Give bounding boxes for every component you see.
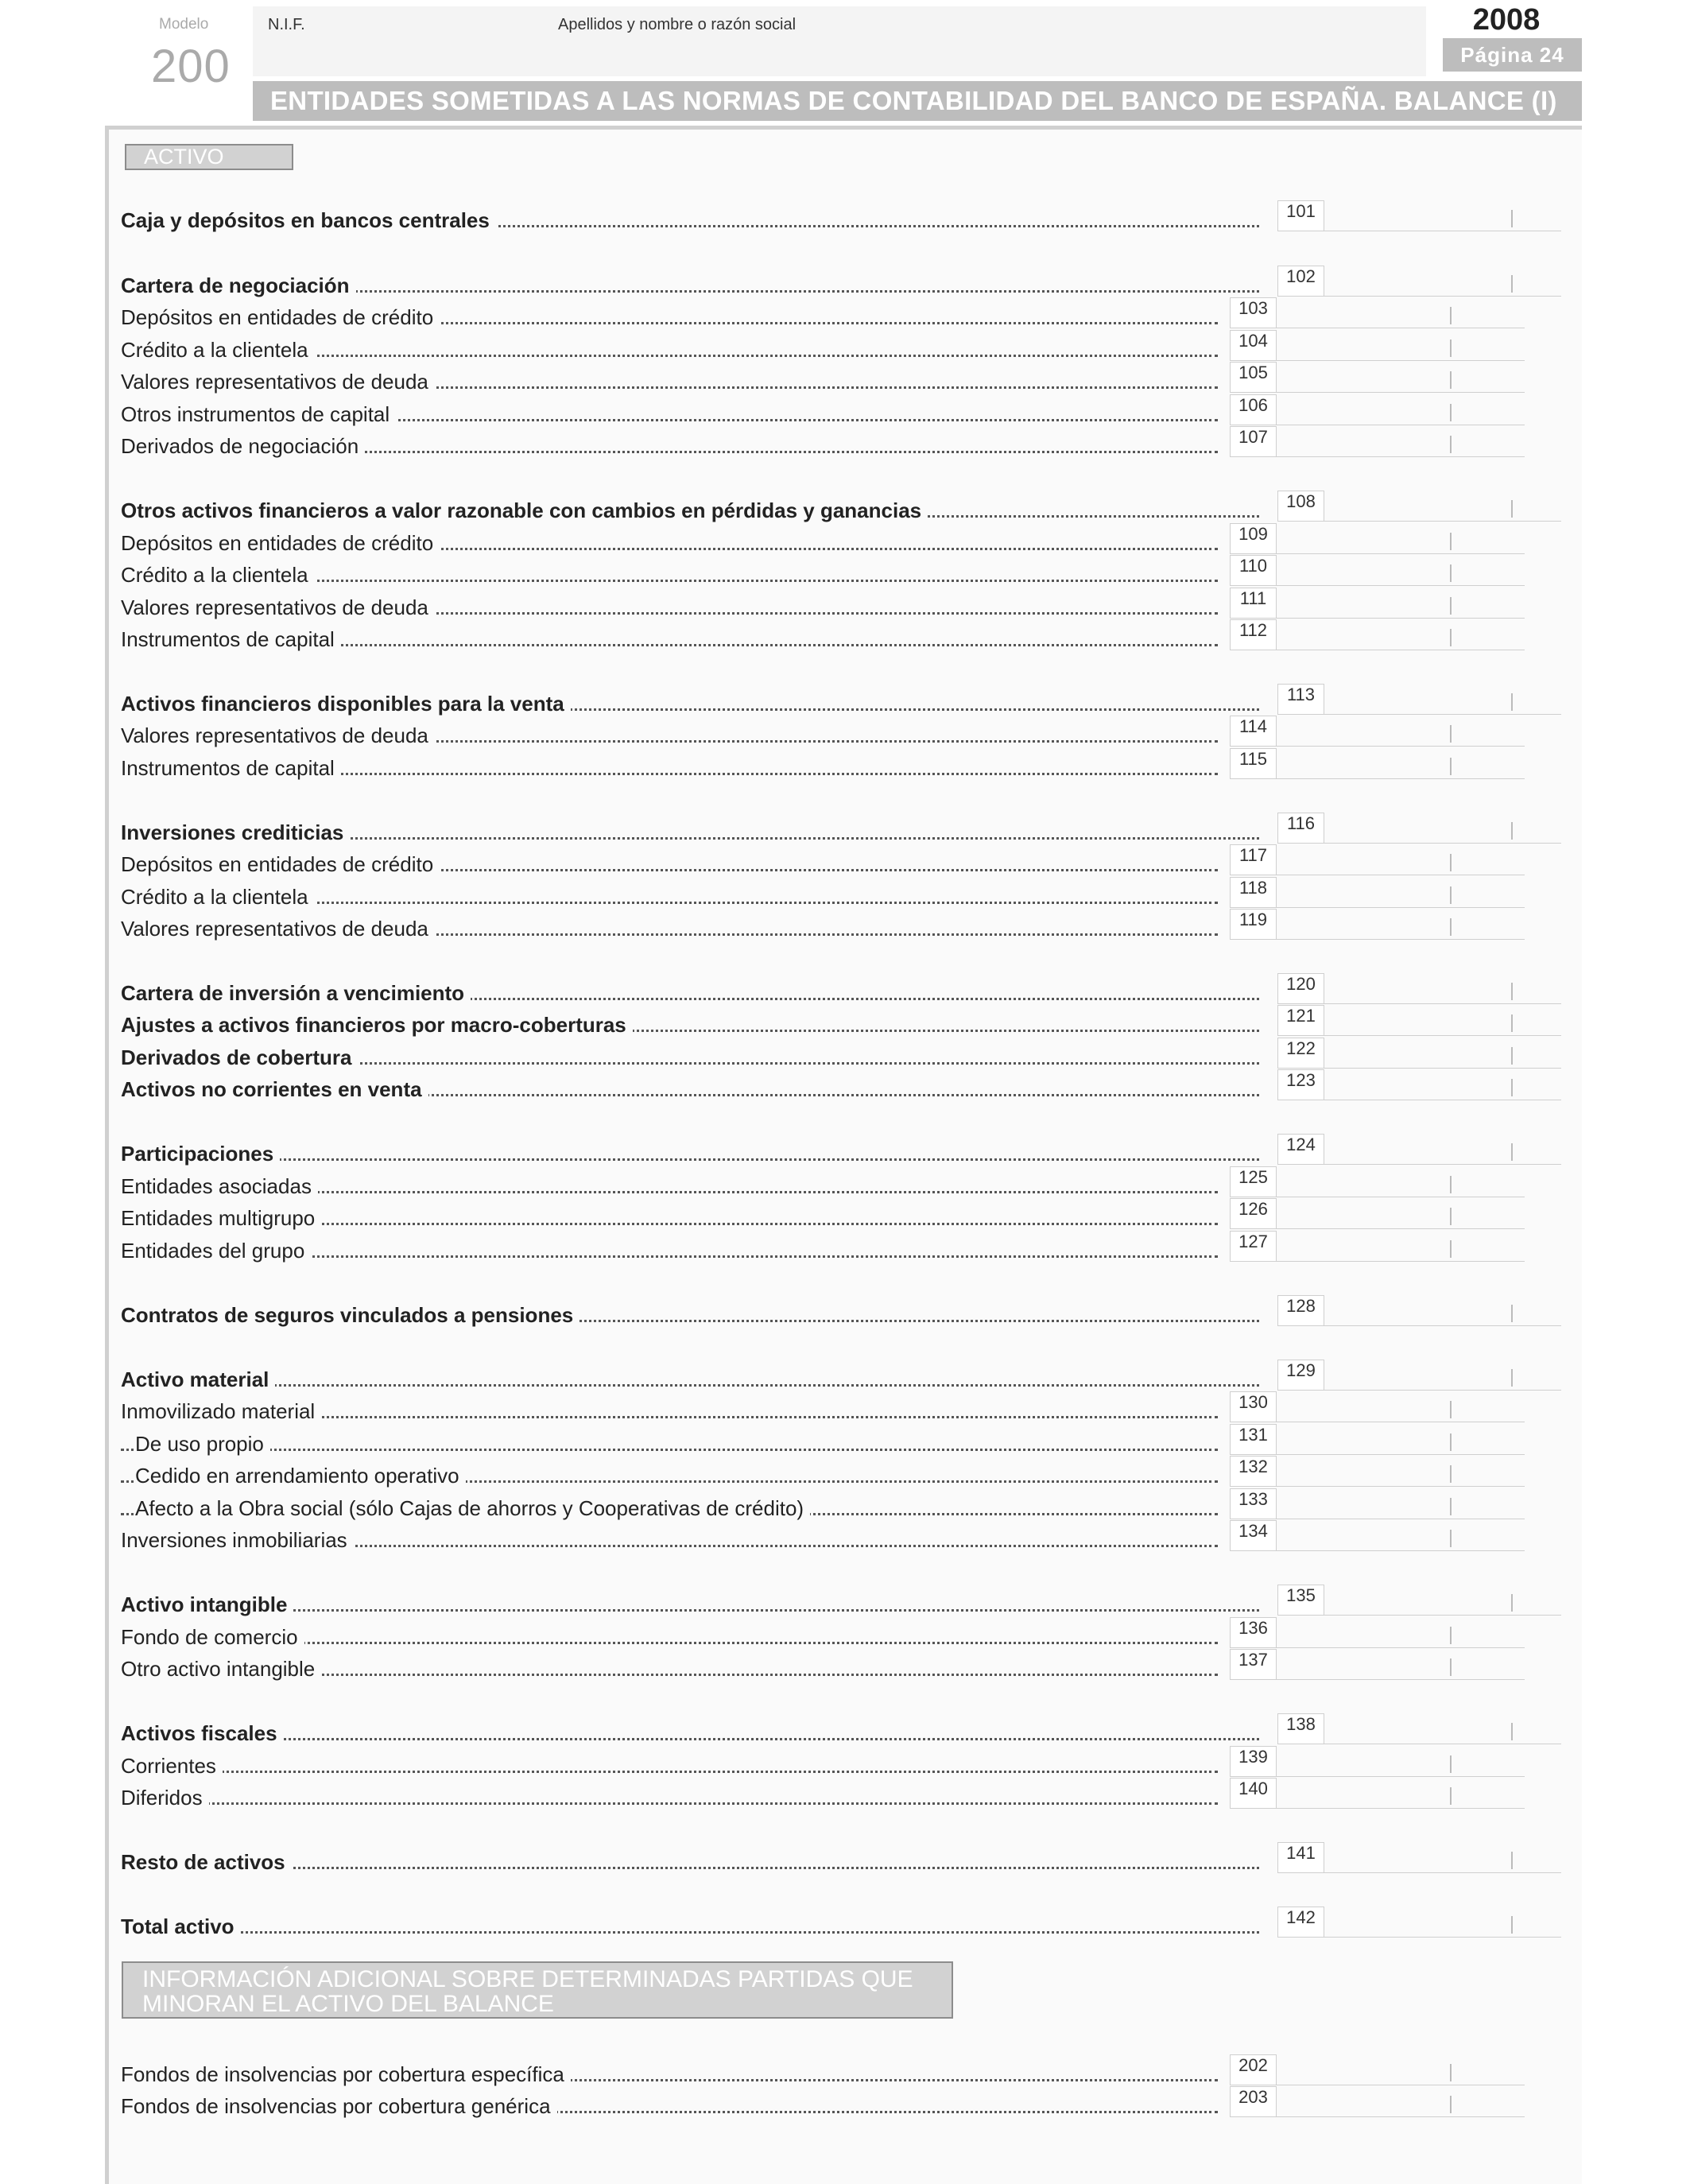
row-label: Depósitos en entidades de crédito [121, 852, 440, 876]
row-label: Resto de activos [121, 1850, 292, 1874]
amount-field-129[interactable] [1324, 1360, 1561, 1391]
row-label: Instrumentos de capital [121, 627, 341, 651]
amount-field-117[interactable] [1277, 844, 1525, 875]
decimal-separator-mark [1450, 758, 1452, 775]
modelo-number: 200 [151, 41, 231, 92]
box-code: 125 [1230, 1166, 1277, 1197]
amount-field-134[interactable] [1277, 1520, 1525, 1551]
decimal-separator-mark [1450, 854, 1452, 871]
nif-label: N.I.F. [268, 16, 305, 33]
amount-field-130[interactable] [1277, 1391, 1525, 1422]
row-label: Valores representativos de deuda [121, 595, 435, 619]
box-code: 131 [1230, 1424, 1277, 1455]
box-code: 113 [1277, 684, 1324, 715]
decimal-separator-mark [1450, 1401, 1452, 1418]
amount-field-121[interactable] [1324, 1005, 1561, 1036]
dot-leader [121, 1738, 1259, 1740]
box-code: 133 [1230, 1488, 1277, 1519]
amount-field-119[interactable] [1277, 909, 1525, 940]
box-code: 112 [1230, 619, 1277, 650]
amount-field-109[interactable] [1277, 523, 1525, 554]
decimal-separator-mark [1450, 918, 1452, 936]
dot-leader [121, 1931, 1259, 1934]
box-code: 126 [1230, 1198, 1277, 1229]
decimal-separator-mark [1450, 1658, 1452, 1676]
decimal-separator-mark [1511, 822, 1513, 840]
decimal-separator-mark [1450, 371, 1452, 389]
row-label: Total activo [121, 1914, 241, 1938]
amount-field-122[interactable] [1324, 1038, 1561, 1069]
decimal-separator-mark [1511, 1143, 1513, 1161]
row-label: Fondos de insolvencias por cobertura genérica [121, 2094, 557, 2118]
row-label: Cartera de negociación [121, 273, 356, 297]
box-code: 116 [1277, 813, 1324, 844]
row-label: Derivados de cobertura [121, 1045, 358, 1069]
amount-field-115[interactable] [1277, 748, 1525, 779]
box-code: 137 [1230, 1649, 1277, 1680]
row-label: Crédito a la clientela [121, 885, 315, 909]
row-label: Cartera de inversión a vencimiento [121, 981, 471, 1005]
amount-field-123[interactable] [1324, 1069, 1561, 1100]
decimal-separator-mark [1511, 983, 1513, 1000]
info-section-header: INFORMACIÓN ADICIONAL SOBRE DETERMINADAS PARTIDAS QUE MINORAN EL ACTIVO DEL BALANCE [122, 1961, 953, 2019]
amount-field-140[interactable] [1277, 1778, 1525, 1809]
box-code: 117 [1230, 844, 1277, 875]
row-label: Activos fiscales [121, 1721, 284, 1745]
box-code: 138 [1277, 1713, 1324, 1744]
row-label: Inmovilizado material [121, 1399, 321, 1423]
box-code: 127 [1230, 1231, 1277, 1262]
amount-field-127[interactable] [1277, 1231, 1525, 1262]
decimal-separator-mark [1450, 1627, 1452, 1644]
row-label: Contratos de seguros vinculados a pensiones [121, 1303, 579, 1327]
box-code: 111 [1230, 588, 1277, 619]
box-code: 142 [1277, 1907, 1324, 1938]
amount-field-113[interactable] [1324, 684, 1561, 715]
amount-field-203[interactable] [1277, 2086, 1525, 2117]
decimal-separator-mark [1450, 564, 1452, 582]
decimal-separator-mark [1511, 1594, 1513, 1612]
decimal-separator-mark [1450, 1433, 1452, 1451]
row-label: Ajustes a activos financieros por macro-coberturas [121, 1013, 633, 1037]
amount-field-102[interactable] [1324, 266, 1561, 297]
box-code: 122 [1277, 1038, 1324, 1069]
row-label: Cedido en arrendamiento operativo [135, 1464, 466, 1488]
amount-field-135[interactable] [1324, 1585, 1561, 1616]
decimal-separator-mark [1450, 404, 1452, 421]
decimal-separator-mark [1450, 1530, 1452, 1547]
box-code: 140 [1230, 1778, 1277, 1809]
row-label: Fondo de comercio [121, 1625, 304, 1649]
decimal-separator-mark [1450, 725, 1452, 743]
amount-field-141[interactable] [1324, 1842, 1561, 1873]
decimal-separator-mark [1450, 629, 1452, 646]
amount-field-107[interactable] [1277, 426, 1525, 457]
amount-field-202[interactable] [1277, 2054, 1525, 2085]
amount-field-110[interactable] [1277, 555, 1525, 586]
decimal-separator-mark [1450, 1498, 1452, 1515]
row-label: Inversiones inmobiliarias [121, 1528, 354, 1552]
box-code: 130 [1230, 1391, 1277, 1422]
decimal-separator-mark [1450, 1176, 1452, 1193]
decimal-separator-mark [1511, 500, 1513, 518]
amount-field-137[interactable] [1277, 1649, 1525, 1680]
box-code: 118 [1230, 877, 1277, 908]
dot-leader [121, 1802, 1218, 1805]
dot-leader [121, 1384, 1259, 1387]
amount-field-128[interactable] [1324, 1295, 1561, 1326]
header-field-area [253, 6, 1426, 76]
box-code: 139 [1230, 1746, 1277, 1777]
row-label: Entidades asociadas [121, 1174, 318, 1198]
amount-field-125[interactable] [1277, 1166, 1525, 1197]
row-label: Corrientes [121, 1754, 223, 1778]
decimal-separator-mark [1511, 1916, 1513, 1934]
amount-field-118[interactable] [1277, 877, 1525, 908]
box-code: 120 [1277, 973, 1324, 1004]
amount-field-138[interactable] [1324, 1713, 1561, 1744]
amount-field-104[interactable] [1277, 330, 1525, 361]
amount-field-120[interactable] [1324, 973, 1561, 1004]
decimal-separator-mark [1511, 210, 1513, 227]
amount-field-124[interactable] [1324, 1134, 1561, 1165]
decimal-separator-mark [1511, 275, 1513, 293]
decimal-separator-mark [1450, 597, 1452, 615]
decimal-separator-mark [1511, 1014, 1513, 1032]
year-label: 2008 [1472, 3, 1541, 37]
row-label: Entidades multigrupo [121, 1206, 321, 1230]
box-code: 135 [1277, 1585, 1324, 1616]
decimal-separator-mark [1511, 1852, 1513, 1869]
row-label: Otros instrumentos de capital [121, 402, 396, 426]
decimal-separator-mark [1450, 1208, 1452, 1225]
box-code: 106 [1230, 394, 1277, 425]
row-label: Crédito a la clientela [121, 563, 315, 587]
box-code: 123 [1277, 1069, 1324, 1100]
amount-field-139[interactable] [1277, 1746, 1525, 1777]
amount-field-116[interactable] [1324, 813, 1561, 844]
dot-leader [121, 1158, 1259, 1161]
row-label: Derivados de negociación [121, 434, 365, 458]
row-label: Valores representativos de deuda [121, 917, 435, 941]
box-code: 110 [1230, 555, 1277, 586]
amount-field-114[interactable] [1277, 716, 1525, 747]
row-label: Afecto a la Obra social (sólo Cajas de ahorros y Cooperativas de crédito) [135, 1496, 810, 1520]
box-code: 101 [1277, 200, 1324, 231]
page-title: ENTIDADES SOMETIDAS A LAS NORMAS DE CONTABILIDAD DEL BANCO DE ESPAÑA. BALANCE (I) [253, 81, 1582, 121]
dot-leader [121, 1867, 1259, 1869]
box-code: 108 [1277, 491, 1324, 522]
row-label: Valores representativos de deuda [121, 370, 435, 394]
amount-field-131[interactable] [1277, 1424, 1525, 1455]
amount-field-112[interactable] [1277, 619, 1525, 650]
decimal-separator-mark [1511, 1305, 1513, 1322]
decimal-separator-mark [1450, 1240, 1452, 1258]
row-label: Depósitos en entidades de crédito [121, 305, 440, 329]
decimal-separator-mark [1511, 693, 1513, 711]
row-label: Fondos de insolvencias por cobertura específica [121, 2062, 571, 2086]
row-label: Activos no corrientes en venta [121, 1077, 428, 1101]
box-code: 132 [1230, 1456, 1277, 1487]
amount-field-105[interactable] [1277, 362, 1525, 393]
dot-leader [121, 1449, 1218, 1451]
decimal-separator-mark [1511, 1723, 1513, 1740]
box-code: 105 [1230, 362, 1277, 393]
box-code: 202 [1230, 2054, 1277, 2085]
decimal-separator-mark [1511, 1047, 1513, 1065]
box-code: 103 [1230, 297, 1277, 328]
box-code: 141 [1277, 1842, 1324, 1873]
amount-field-106[interactable] [1277, 394, 1525, 425]
decimal-separator-mark [1450, 1787, 1452, 1805]
box-code: 115 [1230, 748, 1277, 779]
amount-field-132[interactable] [1277, 1456, 1525, 1487]
decimal-separator-mark [1450, 1755, 1452, 1773]
amount-field-136[interactable] [1277, 1617, 1525, 1648]
dot-leader [121, 1771, 1218, 1773]
box-code: 124 [1277, 1134, 1324, 1165]
box-code: 114 [1230, 716, 1277, 747]
amount-field-142[interactable] [1324, 1907, 1561, 1938]
decimal-separator-mark [1450, 307, 1452, 324]
row-label: Activos financieros disponibles para la venta [121, 692, 571, 716]
row-label: Participaciones [121, 1142, 280, 1166]
box-code: 121 [1277, 1005, 1324, 1036]
decimal-separator-mark [1450, 533, 1452, 550]
row-label: Caja y depósitos en bancos centrales [121, 208, 496, 232]
box-code: 128 [1277, 1295, 1324, 1326]
box-code: 102 [1277, 266, 1324, 297]
amount-field-103[interactable] [1277, 297, 1525, 328]
box-code: 109 [1230, 523, 1277, 554]
amount-field-111[interactable] [1277, 588, 1525, 619]
row-label: Activo material [121, 1367, 275, 1391]
amount-field-108[interactable] [1324, 491, 1561, 522]
row-label: Valores representativos de deuda [121, 723, 435, 747]
box-code: 119 [1230, 909, 1277, 940]
decimal-separator-mark [1450, 339, 1452, 357]
row-label: Activo intangible [121, 1592, 293, 1616]
box-code: 107 [1230, 426, 1277, 457]
row-label: Inversiones crediticias [121, 820, 350, 844]
row-label: Instrumentos de capital [121, 756, 341, 780]
row-label: Crédito a la clientela [121, 338, 315, 362]
row-label: Otro activo intangible [121, 1657, 321, 1681]
box-code: 104 [1230, 330, 1277, 361]
amount-field-101[interactable] [1324, 200, 1561, 231]
decimal-separator-mark [1450, 2096, 1452, 2113]
box-code: 203 [1230, 2086, 1277, 2117]
apellidos-label: Apellidos y nombre o razón social [558, 16, 797, 33]
row-label: Diferidos [121, 1786, 209, 1810]
row-label: De uso propio [135, 1432, 270, 1456]
row-label: Otros activos financieros a valor razonable con cambios en pérdidas y ganancias [121, 498, 928, 522]
box-code: 134 [1230, 1520, 1277, 1551]
row-label: Entidades del grupo [121, 1239, 311, 1263]
decimal-separator-mark [1450, 1465, 1452, 1483]
decimal-separator-mark [1450, 886, 1452, 904]
decimal-separator-mark [1511, 1369, 1513, 1387]
decimal-separator-mark [1511, 1079, 1513, 1096]
modelo-label: Modelo [159, 16, 209, 33]
page-badge: Página 24 [1443, 38, 1582, 72]
decimal-separator-mark [1450, 436, 1452, 453]
box-code: 129 [1277, 1360, 1324, 1391]
amount-field-133[interactable] [1277, 1488, 1525, 1519]
box-code: 136 [1230, 1617, 1277, 1648]
decimal-separator-mark [1450, 2064, 1452, 2081]
row-label: Depósitos en entidades de crédito [121, 531, 440, 555]
section-activo-badge: ACTIVO [125, 144, 293, 170]
amount-field-126[interactable] [1277, 1198, 1525, 1229]
